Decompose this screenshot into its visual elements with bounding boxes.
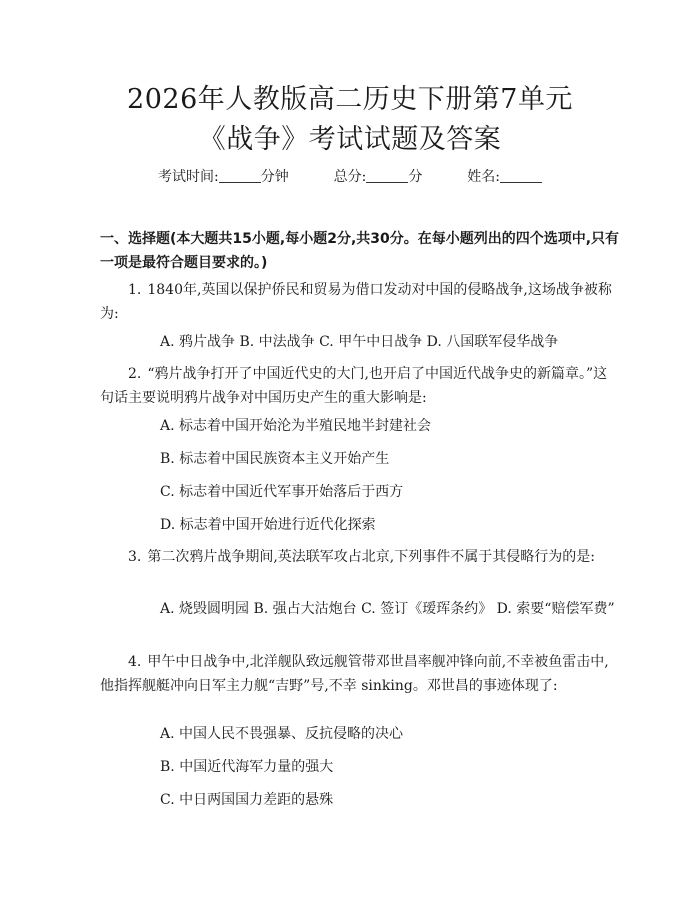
student-name-field [467, 169, 542, 185]
exam-info-line [0, 165, 700, 189]
question-4 [100, 650, 620, 698]
question-4-text: 甲午中日战争中,北洋舰队致远舰管带邓世昌率舰冲锋向前,不幸被鱼雷击中,他指挥舰艇冲向日军主力舰“吉野”号,不幸 sinking。邓世昌的事迹体现了: [100, 654, 609, 694]
question-4-option-b: B. 中国近代海军力量的强大 [160, 759, 334, 775]
question-3-text: 第二次鸦片战争期间,英法联军攻占北京,下列事件不属于其侵略行为的是: [147, 549, 595, 565]
question-1-text: 1840年,英国以保护侨民和贸易为借口发动对中国的侵略战争,这场战争被称为: [100, 282, 612, 322]
question-2-text: “鸦片战争打开了中国近代史的大门,也开启了中国近代战争史的新篇章。”这句话主要说明鸦片战争对中国历史产生的重大影响是: [100, 366, 608, 406]
exam-time-unit: 分钟 [260, 169, 289, 185]
question-2-number: 2. [128, 366, 142, 382]
question-3-options: A. 烧毁圆明园 B. 强占大沽炮台 C. 签订《瑷珲条约》 D. 索要“赔偿军费” [160, 601, 615, 617]
student-name-blank [500, 168, 542, 183]
exam-time-field [158, 169, 289, 185]
total-score-field [334, 169, 423, 185]
question-2-option-b: B. 标志着中国民族资本主义开始产生 [160, 451, 390, 467]
question-2 [100, 362, 620, 410]
exam-title: 2026年人教版高二历史下册第7单元《战争》考试试题及答案 [127, 84, 573, 155]
question-2-option-c: C. 标志着中国近代军事开始落后于西方 [160, 484, 404, 500]
total-score-blank [366, 168, 408, 183]
question-3-number: 3. [128, 549, 142, 565]
student-name-label: 姓名: [467, 169, 500, 185]
question-3 [100, 545, 620, 569]
exam-time-label: 考试时间: [158, 169, 219, 185]
total-score-unit: 分 [408, 169, 423, 185]
section-heading: 一、选择题(本大题共15小题,每小题2分,共30分。在每小题列出的四个选项中,只有一项是最符合题目要求的。) [100, 231, 620, 271]
question-1-number: 1. [128, 282, 142, 298]
question-1 [100, 278, 620, 326]
exam-time-blank [219, 168, 261, 183]
question-4-option-c: C. 中日两国国力差距的悬殊 [160, 792, 334, 808]
question-4-number: 4. [128, 654, 142, 670]
question-2-option-a: A. 标志着中国开始沦为半殖民地半封建社会 [160, 418, 432, 434]
question-1-options: A. 鸦片战争 B. 中法战争 C. 甲午中日战争 D. 八国联军侵华战争 [160, 334, 559, 350]
question-4-option-a: A. 中国人民不畏强暴、反抗侵略的决心 [160, 726, 404, 742]
total-score-label: 总分: [333, 169, 367, 185]
question-2-option-d: D. 标志着中国开始进行近代化探索 [160, 517, 376, 533]
